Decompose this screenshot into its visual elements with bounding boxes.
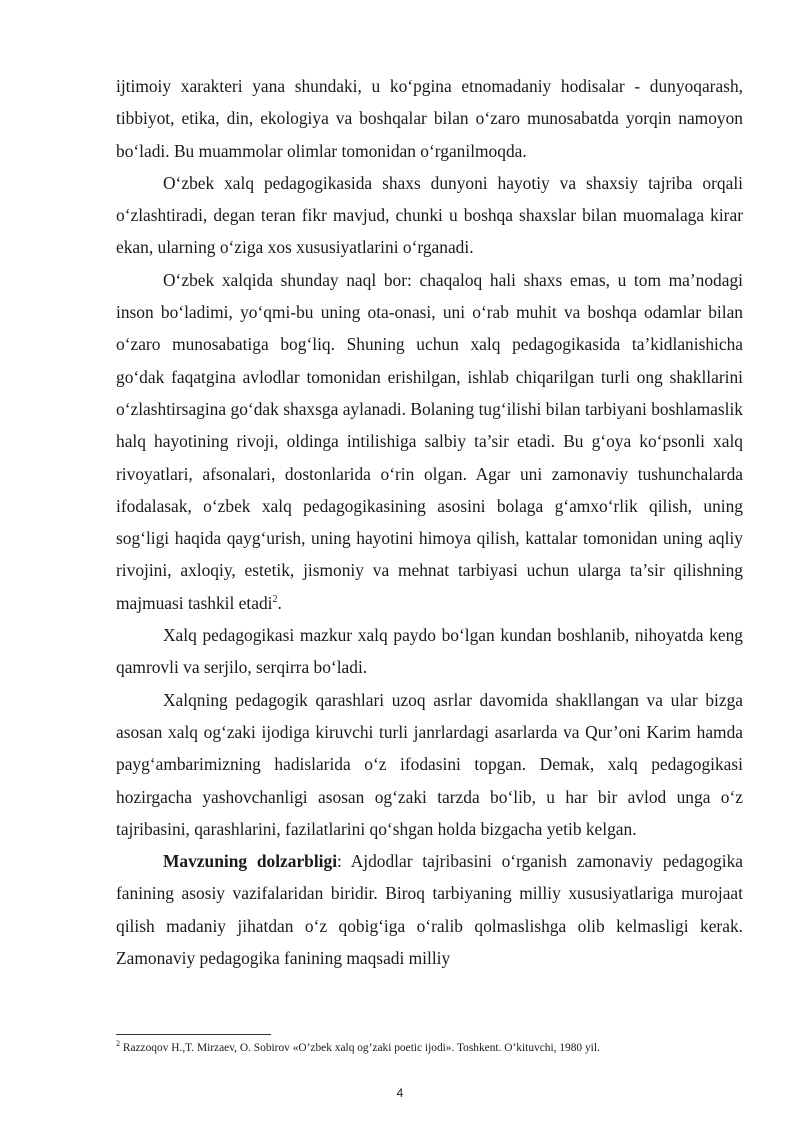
paragraph-4: Xalq pedagogikasi mazkur xalq paydo bo‘lgan kundan boshlanib, nihoyatda keng qamrovli va serjilo, serqirra bo‘ladi. xyxy=(116,625,743,678)
page-number: 4 xyxy=(396,1086,404,1100)
footnote xyxy=(116,1040,756,1056)
footnote-number: 2 xyxy=(116,1039,120,1049)
section-heading-inline: Mavzuning dolzarbligi xyxy=(163,851,338,872)
paragraph-1: ijtimoiy xarakteri yana shundaki, u ko‘pgina etnomadaniy hodisalar - dunyoqarash, tibbiyot, etika, din, ekologiya va boshqalar bilan o‘zaro munosabatda yorqin namoyon bo‘ladi. Bu muammolar olimlar tomonidan o‘rganilmoqda. xyxy=(116,76,743,161)
paragraph-3-end: . xyxy=(277,592,282,613)
paragraph-5: Xalqning pedagogik qarashlari uzoq asrlar davomida shakllangan va ular bizga asosan xalq og‘zaki ijodiga kiruvchi turli janrlardagi asarlarda va Qur’oni Karim hamda payg‘ambarimizning hadislarida o‘z ifodasini topgan. Demak, xalq pedagogikasi hozirgacha yashovchanligi asosan og‘zaki tarzda bo‘lib, u har bir avlod unga o‘z tajribasini, qarashlarini, fazilatlarini qo‘shgan holda bizgacha yetib kelgan. xyxy=(116,689,743,839)
paragraph-3 xyxy=(116,264,743,619)
footnote-text: Razzoqov H.,T. Mirzaev, O. Sobirov «O’zbek xalq og’zaki poetic ijodi». Toshkent. O’kituvchi, 1980 yil. xyxy=(120,1042,600,1054)
paragraph-3-text: O‘zbek xalqida shunday naql bor: chaqaloq hali shaxs emas, u tom ma’nodagi inson bo‘ladimi, yo‘qmi-bu uning ota-onasi, uni o‘rab muhit va boshqa odamlar bilan o‘zaro munosabatiga bog‘liq. Shuning uchun xalq pedagogikasida ta’kidlanishicha go‘dak faqatgina avlodlar tomonidan erishilgan, ishlab chiqarilgan turli ong shakllarini o‘zlashtirsagina go‘dak shaxsga aylanadi. Bolaning tug‘ilishi bilan tarbiyani boshlamaslik halq hayotining rivoji, oldinga intilishiga salbiy ta’sir etadi. Bu g‘oya ko‘psonli xalq rivoyatlari, afsonalari, dostonlarida o‘rin olgan. Agar uni zamonaviy tushunchalarda ifodalasak, o‘zbek xalq pedagogikasining asosini bolaga g‘amxo‘rlik qilish, uning sog‘ligi haqida qayg‘urish, uning hayotini himoya qilish, kattalar tomonidan uning aqliy rivojini, axloqiy, estetik, jismoniy va mehnat tarbiyasi uchun ularga ta’sir qilishning majmuasi tashkil etadi xyxy=(116,269,743,613)
paragraph-6-text: : Ajdodlar tajribasini o‘rganish zamonaviy pedagogika fanining asosiy vazifalaridan biridir. Biroq tarbiyaning milliy xususiyatlariga murojaat qilish madaniy jihatdan o‘z qobig‘iga o‘ralib qolmaslishga olib kelmasligi kerak. Zamonaviy pedagogika fanining maqsadi milliy xyxy=(116,851,743,969)
paragraph-6 xyxy=(116,845,743,974)
paragraph-2: O‘zbek xalq pedagogikasida shaxs dunyoni hayotiy va shaxsiy tajriba orqali o‘zlashtiradi, degan teran fikr mavjud, chunki u boshqa shaxslar bilan muomalaga kirar ekan, ularning o‘ziga xos xususiyatlarini o‘rganadi. xyxy=(116,172,743,258)
footnote-separator xyxy=(116,1034,271,1035)
body-text xyxy=(116,70,743,974)
footnote-reference[interactable]: 2 xyxy=(272,593,278,605)
